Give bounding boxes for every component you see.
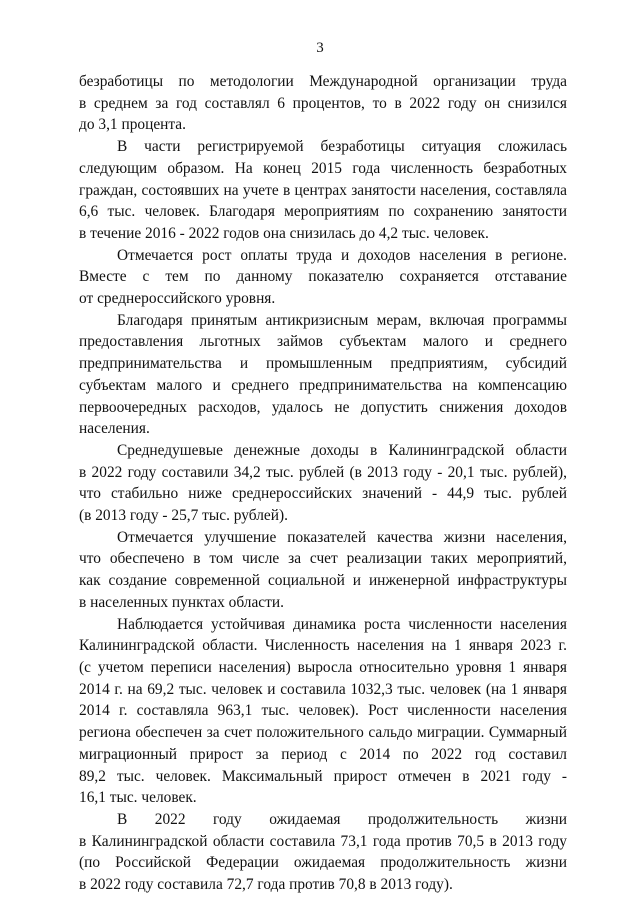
text-line: в среднем за год составлял 6 процентов, то в 2022 году он снизился bbox=[79, 94, 567, 112]
text-line: Отмечается улучшение показателей качества жизни населения, bbox=[117, 528, 567, 546]
text-line: (по Российской Федерации ожидаемая продолжительность жизни bbox=[79, 854, 567, 872]
text-line: миграционный прирост за период с 2014 по 2022 год составил bbox=[79, 745, 567, 763]
text-line: Среднедушевые денежные доходы в Калининградской области bbox=[117, 441, 567, 459]
text-line: (в 2013 году - 25,7 тыс. рублей). bbox=[79, 507, 288, 525]
text-line: первоочередных расходов, удалось не допустить снижения доходов bbox=[79, 398, 567, 416]
document-body bbox=[79, 71, 567, 896]
text-line: Наблюдается устойчивая динамика роста численности населения bbox=[117, 615, 567, 633]
paragraph bbox=[79, 136, 567, 245]
text-line: в 2022 году составили 34,2 тыс. рублей (в 2013 году - 20,1 тыс. рублей), bbox=[79, 463, 567, 481]
text-line: 89,2 тыс. человек. Максимальный прирост отмечен в 2021 году - bbox=[79, 767, 567, 785]
text-line: 6,6 тыс. человек. Благодаря мероприятиям по сохранению занятости bbox=[79, 203, 567, 221]
text-line: следующим образом. На конец 2015 года численность безработных bbox=[79, 159, 567, 177]
text-line: в Калининградской области составила 73,1 года против 70,5 в 2013 году bbox=[79, 832, 567, 850]
text-line: в 2022 году составила 72,7 года против 70,8 в 2013 году). bbox=[79, 876, 453, 894]
text-line: субъектам малого и среднего предпринимательства на компенсацию bbox=[79, 376, 567, 394]
text-line: 16,1 тыс. человек. bbox=[79, 789, 197, 807]
text-line: Благодаря принятым антикризисным мерам, включая программы bbox=[117, 311, 567, 329]
text-line: В 2022 году ожидаемая продолжительность жизни bbox=[117, 810, 567, 828]
text-line: региона обеспечен за счет положительного сальдо миграции. Суммарный bbox=[79, 724, 567, 742]
paragraph bbox=[79, 527, 567, 614]
text-line: Вместе с тем по данному показателю сохраняется отставание bbox=[79, 268, 567, 286]
text-line: Калининградской области. Численность населения на 1 января 2023 г. bbox=[79, 637, 567, 655]
paragraph bbox=[79, 310, 567, 440]
paragraph bbox=[79, 71, 567, 136]
paragraph bbox=[79, 614, 567, 809]
text-line: безработицы по методологии Международной организации труда bbox=[79, 73, 567, 90]
text-line: 2014 г. на 69,2 тыс. человек и составила 1032,3 тыс. человек (на 1 января bbox=[79, 680, 567, 698]
text-line: населения. bbox=[79, 420, 150, 438]
text-line: Отмечается рост оплаты труда и доходов населения в регионе. bbox=[117, 246, 567, 264]
text-line: 2014 г. составляла 963,1 тыс. человек). Рост численности населения bbox=[79, 702, 567, 720]
text-line: (с учетом переписи населения) выросла относительно уровня 1 января bbox=[79, 658, 567, 676]
text-line: что обеспечено в том числе за счет реализации таких мероприятий, bbox=[79, 550, 567, 568]
text-line: в течение 2016 - 2022 годов она снизилась до 4,2 тыс. человек. bbox=[79, 224, 489, 242]
text-line: предпринимательства и промышленным предприятиям, субсидий bbox=[79, 355, 567, 373]
text-line: от среднероссийского уровня. bbox=[79, 290, 276, 308]
text-line: В части регистрируемой безработицы ситуация сложилась bbox=[117, 138, 567, 156]
text-line: предоставления льготных займов субъектам малого и среднего bbox=[79, 333, 567, 351]
text-line: граждан, состоявших на учете в центрах занятости населения, составляла bbox=[79, 181, 567, 199]
paragraph bbox=[79, 440, 567, 527]
paragraph bbox=[79, 245, 567, 310]
text-line: как создание современной социальной и инженерной инфраструктуры bbox=[79, 572, 567, 590]
text-line: до 3,1 процента. bbox=[79, 116, 186, 134]
page-number: 3 bbox=[316, 40, 324, 56]
paragraph bbox=[79, 809, 567, 896]
text-line: что стабильно ниже среднероссийских значений - 44,9 тыс. рублей bbox=[79, 485, 567, 503]
text-line: в населенных пунктах области. bbox=[79, 593, 284, 611]
